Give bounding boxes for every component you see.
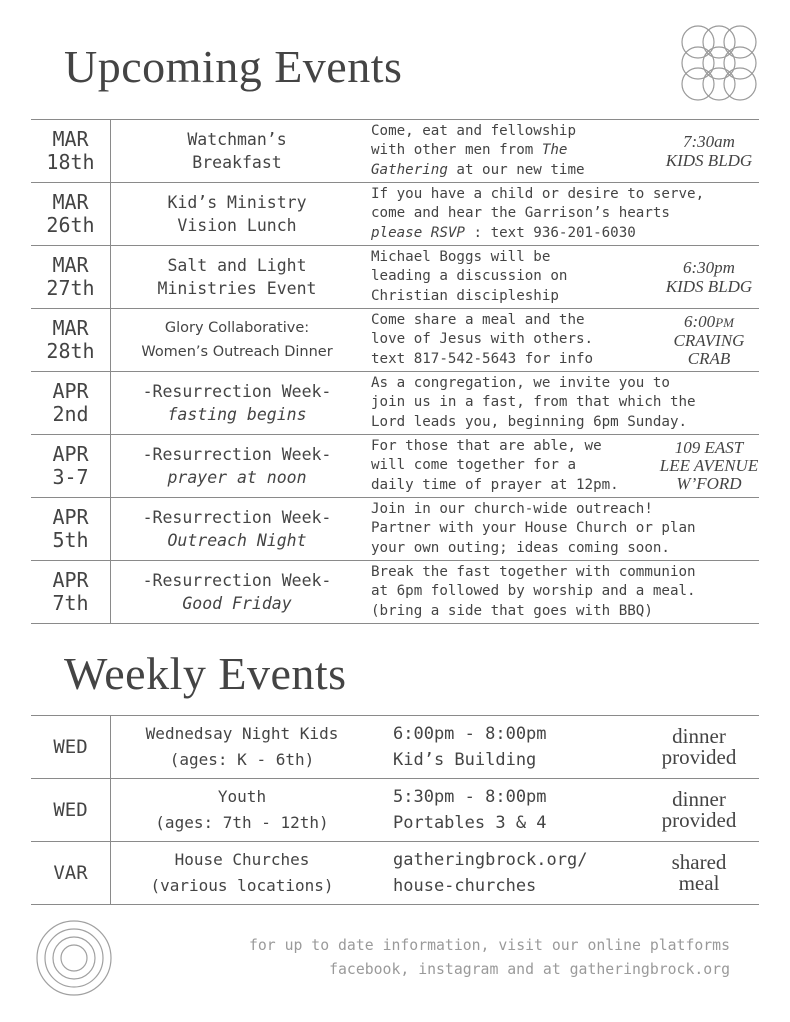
event-date: MAR 27th: [31, 246, 111, 309]
event-row: [31, 309, 759, 372]
event-name: Salt and Light Ministries Event: [111, 246, 364, 309]
weekly-name: House Churches (various locations): [111, 842, 374, 905]
event-date: MAR 26th: [31, 183, 111, 246]
weekly-events-table: [31, 715, 759, 905]
weekly-note: dinner provided: [639, 716, 759, 779]
weekly-row: [31, 716, 759, 779]
event-date: APR 7th: [31, 561, 111, 624]
weekly-time: 5:30pm - 8:00pm Portables 3 & 4: [373, 779, 639, 842]
event-row: [31, 372, 759, 435]
event-time-location: 6:00PM CRAVING CRAB: [659, 309, 759, 372]
footer-line-1: for up to date information, visit our online platforms: [248, 937, 730, 954]
event-description: For those that are able, we will come together for a daily time of prayer at 12pm.: [363, 435, 659, 498]
weekly-day: VAR: [31, 842, 111, 905]
weekly-note: dinner provided: [639, 779, 759, 842]
event-description: As a congregation, we invite you to join us in a fast, from that which the Lord leads you, beginning 6pm Sunday.: [363, 372, 759, 435]
weekly-events-title: Weekly Events: [64, 648, 347, 699]
upcoming-events-table: [31, 119, 759, 624]
event-name: -Resurrection Week- Good Friday: [111, 561, 364, 624]
weekly-day: WED: [31, 716, 111, 779]
event-description: If you have a child or desire to serve, come and hear the Garrison’s hearts please RSVP : text 936-201-6030: [363, 183, 759, 246]
event-time-location: 109 EAST LEE AVENUE W’FORD: [659, 435, 759, 498]
event-time-location: 6:30pm KIDS BLDG: [659, 246, 759, 309]
event-name: -Resurrection Week- Outreach Night: [111, 498, 364, 561]
event-row: [31, 561, 759, 624]
weekly-name: Youth (ages: 7th - 12th): [111, 779, 374, 842]
event-row: [31, 435, 759, 498]
event-name: Kid’s Ministry Vision Lunch: [111, 183, 364, 246]
event-time-location: 7:30am KIDS BLDG: [659, 120, 759, 183]
weekly-row: [31, 779, 759, 842]
event-row: [31, 120, 759, 183]
event-description: Break the fast together with communion at 6pm followed by worship and a meal. (bring a side that goes with BBQ): [363, 561, 759, 624]
weekly-day: WED: [31, 779, 111, 842]
event-date: MAR 28th: [31, 309, 111, 372]
event-description: Come share a meal and the love of Jesus with others. text 817-542-5643 for info: [363, 309, 659, 372]
event-name: Watchman’s Breakfast: [111, 120, 364, 183]
event-row: [31, 246, 759, 309]
weekly-time: 6:00pm - 8:00pm Kid’s Building: [373, 716, 639, 779]
weekly-time: gatheringbrock.org/ house-churches: [373, 842, 639, 905]
event-date: APR 3-7: [31, 435, 111, 498]
event-description: Michael Boggs will be leading a discussion on Christian discipleship: [363, 246, 659, 309]
weekly-name: Wednedsay Night Kids (ages: K - 6th): [111, 716, 374, 779]
weekly-note: shared meal: [639, 842, 759, 905]
upcoming-events-title: Upcoming Events: [64, 41, 403, 92]
event-date: APR 5th: [31, 498, 111, 561]
event-description: Join in our church-wide outreach! Partner with your House Church or plan your own outing; ideas coming soon.: [363, 498, 759, 561]
weekly-row: [31, 842, 759, 905]
event-description: Come, eat and fellowship with other men from The Gathering at our new time: [363, 120, 659, 183]
event-name: -Resurrection Week- fasting begins: [111, 372, 364, 435]
event-date: APR 2nd: [31, 372, 111, 435]
event-name: Glory Collaborative: Women’s Outreach Dinner: [111, 309, 364, 372]
footer-info: [249, 934, 730, 982]
event-name: -Resurrection Week- prayer at noon: [111, 435, 364, 498]
event-row: [31, 498, 759, 561]
footer-line-2: facebook, instagram and at gatheringbrock.org: [329, 961, 730, 978]
concentric-circles-logo-icon: [34, 918, 114, 998]
event-date: MAR 18th: [31, 120, 111, 183]
event-row: [31, 183, 759, 246]
interlocking-circles-logo-icon: [678, 22, 760, 104]
